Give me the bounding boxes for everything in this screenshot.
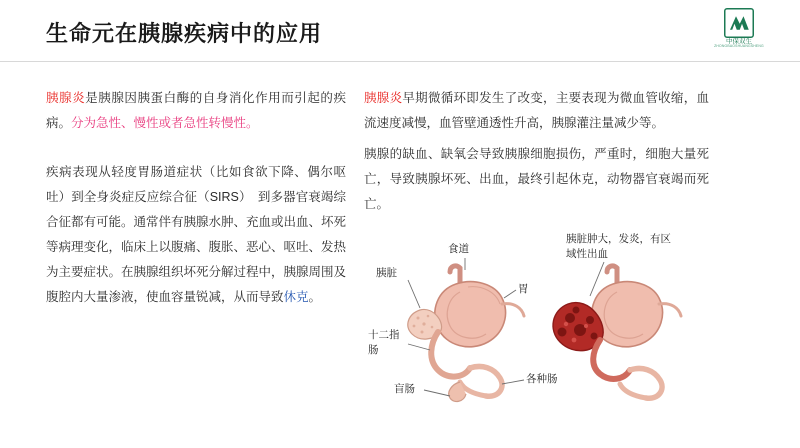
figure-caption-right: 胰脏肿大，发炎，有区域性出血 xyxy=(566,233,671,260)
label-stomach: 胃 xyxy=(518,283,529,295)
label-duodenum: 十二指肠 xyxy=(368,329,400,356)
right-content-column xyxy=(364,86,709,223)
label-intestines: 各种肠 xyxy=(526,373,558,385)
right-paragraph-2-text: 胰腺的缺血、缺氧会导致胰腺细胞损伤，严重时，细胞大量死亡，导致胰腺坏死、出血，最终引起休克，动物器官衰竭而死亡。 xyxy=(364,147,709,211)
right-paragraph-1-text: 早期微循环即发生了改变，主要表现为微血管收缩，血流速度减慢，血管壁通透性升高，胰腺灌注量减少等。 xyxy=(364,91,709,130)
keyword-pancreatitis: 胰腺炎 xyxy=(46,91,86,105)
label-cecum: 盲肠 xyxy=(394,383,415,395)
label-esophagus: 食道 xyxy=(448,243,469,255)
left-paragraph-1 xyxy=(46,86,346,136)
page-title: 生命元在胰腺疾病中的应用 xyxy=(46,21,323,46)
keyword-shock: 休克 xyxy=(283,290,309,304)
anatomy-figure xyxy=(364,232,710,410)
label-pancreas: 胰脏 xyxy=(376,267,397,279)
logo-subtext: ZHONGBAOSHUANGSHENG xyxy=(714,44,764,48)
left-paragraph-1-text: 是胰腺因胰蛋白酶的自身消化作用而引起的疾病。 xyxy=(46,91,346,130)
left-paragraph-2-end: 。 xyxy=(308,290,322,304)
keyword-pancreatitis-2: 胰腺炎 xyxy=(364,91,403,105)
logo-mark-icon xyxy=(724,8,754,38)
inflamed-pancreas-diagram xyxy=(553,266,681,398)
left-paragraph-2-text: 疾病表现从轻度胃肠道症状（比如食欲下降、偶尔呕吐）到全身炎症反应综合征（SIRS） 到多器官衰竭综合征都有可能。通常伴有胰腺水肿、充血或出血、坏死等病理变化，临床上以腹痛、腹胀、恶心、呕吐、发热为主要症状。在胰腺组织坏死分解过程中，胰腺周围及腹腔内大量渗液，使血容量锐减，从而导致 xyxy=(46,165,347,304)
logo-text: 中保双生 xyxy=(726,38,752,45)
keyword-classification: 分为急性、慢性或者急性转慢性。 xyxy=(71,116,259,130)
left-paragraph-2 xyxy=(46,160,346,310)
right-paragraph-2 xyxy=(364,142,709,217)
company-logo xyxy=(700,8,778,54)
right-paragraph-1 xyxy=(364,86,709,136)
header-divider xyxy=(0,61,800,62)
left-content-column xyxy=(46,86,346,316)
normal-pancreas-diagram xyxy=(408,266,524,402)
slide-header xyxy=(0,0,800,62)
